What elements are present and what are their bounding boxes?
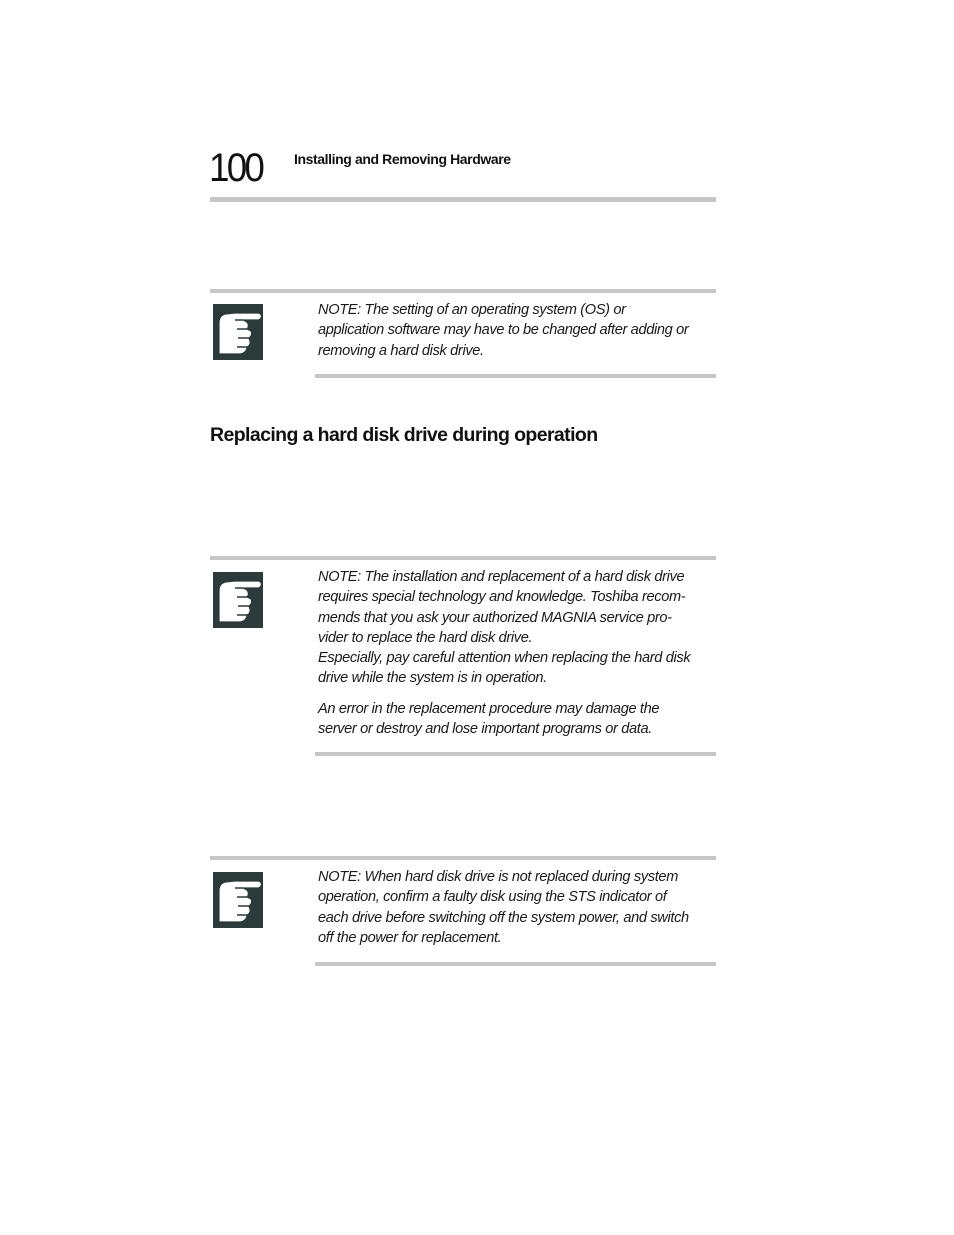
pointing-hand-icon — [213, 304, 263, 360]
note-2-paragraph-1: NOTE: The installation and replacement of a hard disk drive requires special technology and knowledge. Toshiba recom-mends that you ask your authorized MAGNIA service pro-vider to replace the hard disk drive. — [318, 569, 686, 646]
note-2-top-rule — [210, 556, 716, 560]
pointing-hand-icon — [213, 872, 263, 928]
page-number: 100 — [209, 146, 263, 190]
header-rule — [210, 197, 716, 202]
chapter-title: Installing and Removing Hardware — [294, 151, 511, 167]
note-2-bottom-rule — [315, 752, 716, 756]
note-3-paragraph-1: NOTE: When hard disk drive is not replaced during system operation, confirm a faulty disk using the STS indicator of each drive before switching off the system power, and switch off the power for replacement. — [318, 869, 689, 946]
note-2-paragraph-3: An error in the replacement procedure may damage the server or destroy and lose important programs or data. — [318, 700, 660, 738]
pointing-hand-icon — [213, 572, 263, 628]
section-heading: Replacing a hard disk drive during operation — [210, 424, 598, 446]
note-1-top-rule — [210, 289, 716, 293]
note-3-top-rule — [210, 856, 716, 860]
note-1-bottom-rule — [315, 374, 716, 378]
note-1-text — [318, 300, 693, 361]
note-1-paragraph-1: NOTE: The setting of an operating system (OS) or application software may have to be changed after adding or removing a hard disk drive. — [318, 302, 689, 359]
note-3-bottom-rule — [315, 962, 716, 966]
note-2-text — [318, 567, 693, 739]
note-2-paragraph-2: Especially, pay careful attention when replacing the hard disk drive while the system is in operation. — [318, 650, 691, 687]
note-3-text — [318, 867, 693, 948]
